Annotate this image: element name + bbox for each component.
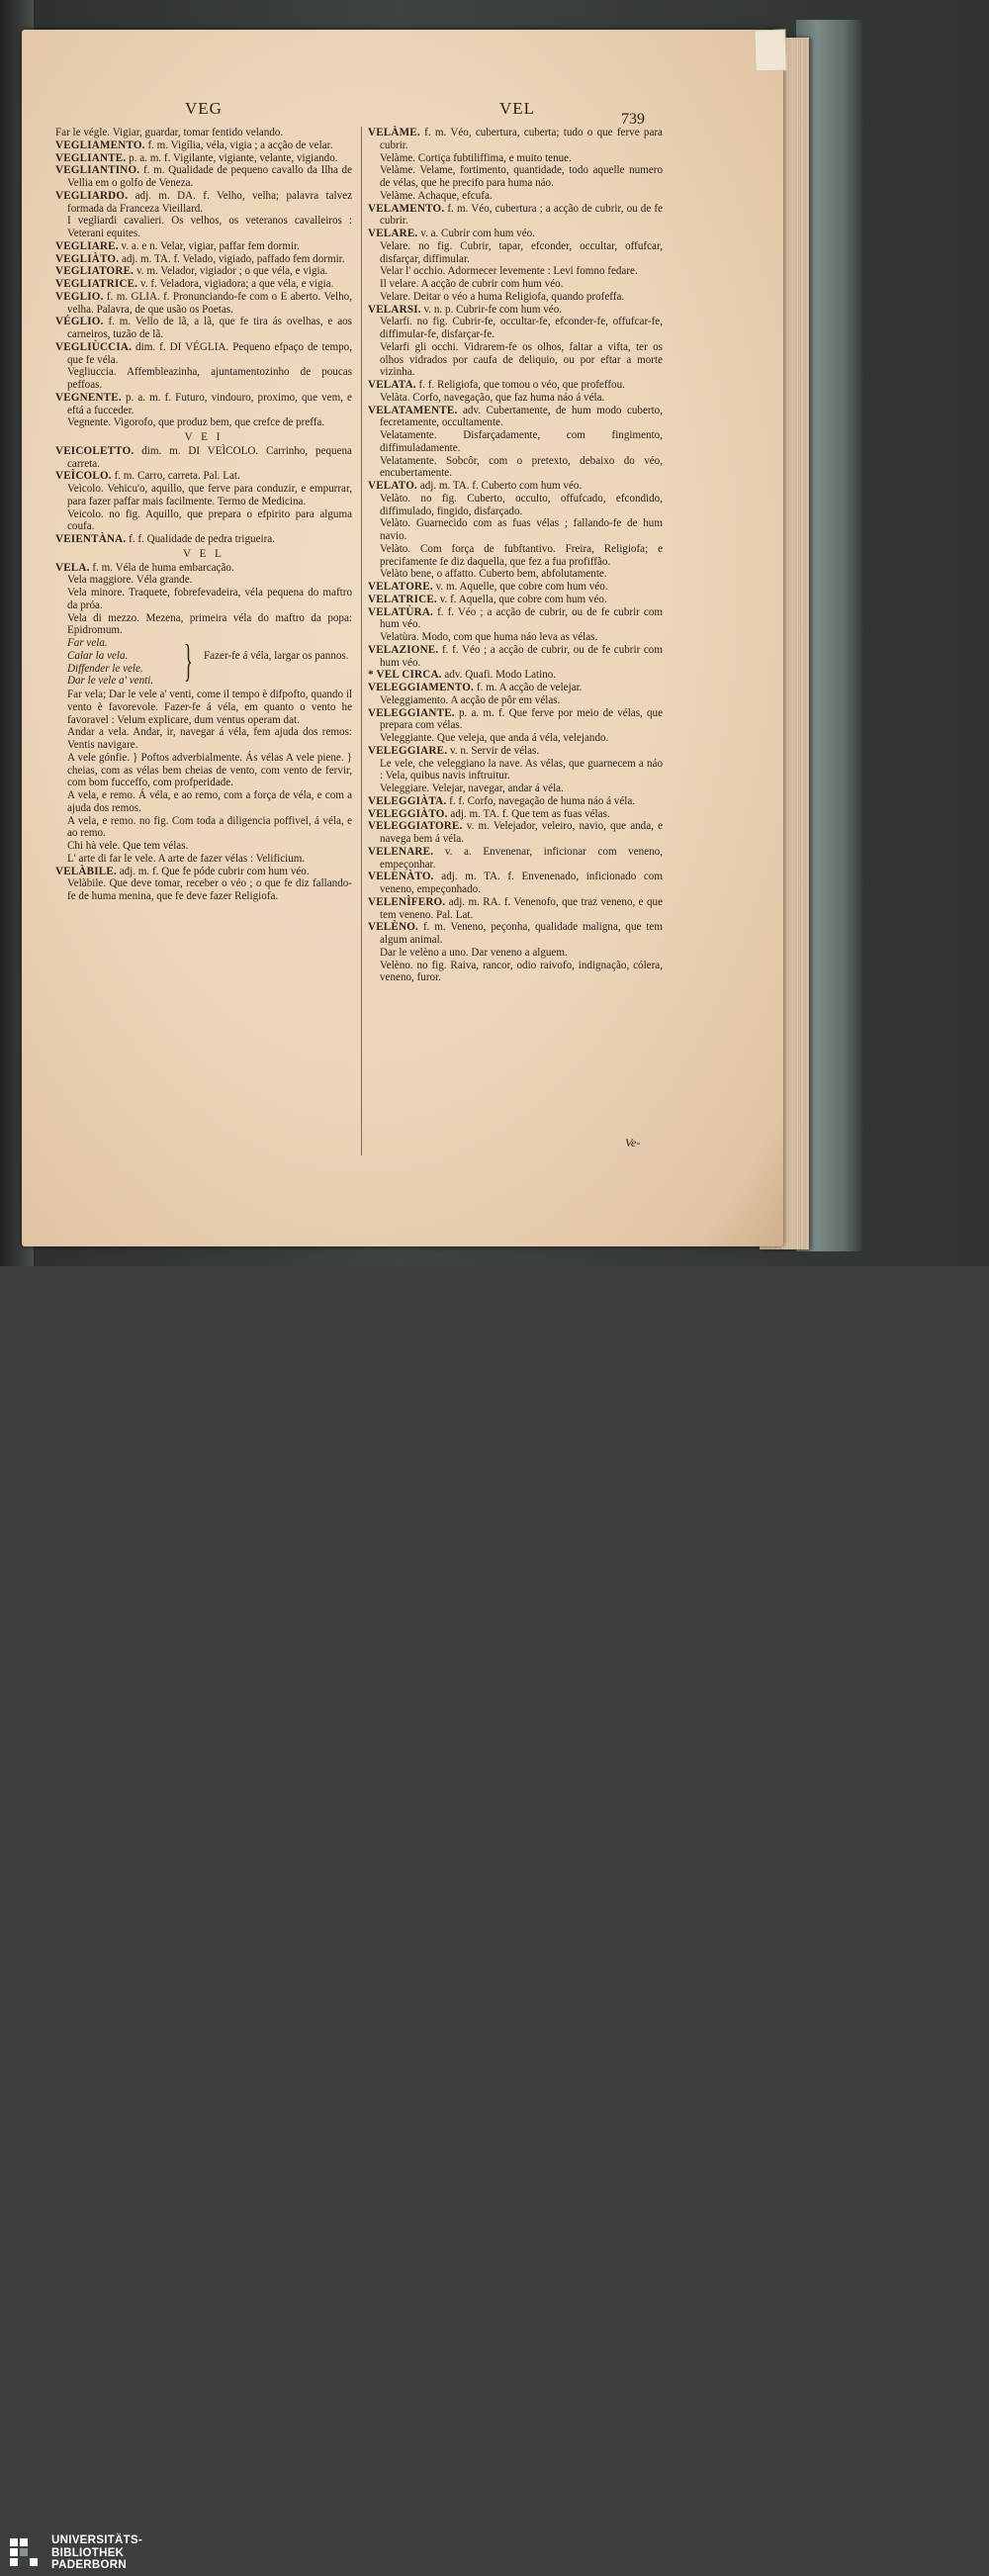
headword: VELÀME. xyxy=(368,127,420,138)
headword: VEGLIARDO. xyxy=(55,189,129,202)
dictionary-subentry xyxy=(368,758,663,783)
headword: VELATÙRA. xyxy=(368,605,434,618)
definition: p. a. m. f. Vigilante, vigiante, velante, vigiando. xyxy=(129,151,338,164)
definition: Velàme. Velame, fortimento, quantidade, todo aquelle numero de vélas, que he precifo para huma náo. xyxy=(380,164,663,189)
left-entries-vel-b xyxy=(55,689,352,903)
dictionary-subentry xyxy=(368,190,663,203)
headword: VEGLIANTINO. xyxy=(55,164,140,177)
definition: f. m. A acção de velejar. xyxy=(476,682,583,693)
headword: VELEGGIATORE. xyxy=(368,820,463,833)
definition: adj. m. DA. f. Velho, velha; palavra talvez formada da Franceza Vieillard. xyxy=(67,189,352,215)
definition: A vele gónfie. } Poftos adverbialmente. Ás vélas A vele piene. } cheias, com as vélas bem cheias de vento, com vento de fervir, com bom fucceffo, com profperidade. xyxy=(67,751,352,789)
dictionary-subentry xyxy=(55,840,352,853)
library-line: UNIVERSITÄTS- xyxy=(51,2534,143,2546)
dictionary-subentry xyxy=(55,752,352,789)
definition: Veìcolo. Vehicu'o, aquillo, que ferve para conduzir, e empurrar, para fazer paffar mais facilmente. Termo de Medicina. xyxy=(67,483,352,507)
catchword: Ve- xyxy=(625,1136,641,1150)
headword: VELÀBILE. xyxy=(55,865,117,877)
headword: VELATRICE. xyxy=(368,593,437,605)
library-logo-icon xyxy=(8,2536,47,2576)
brace-definition: Fazer-fe á véla, largar os pannos. xyxy=(204,650,349,662)
definition: p. a. m. f. Que ferve por meio de vélas, que prepara com vélas. xyxy=(380,706,663,732)
definition: Dar le velèno a uno. Dar veneno a alguem. xyxy=(380,946,568,959)
brace-phrase: Far vela. xyxy=(67,637,108,649)
definition: adj. m. TA. f. Envenenado, inficionado com veneno, empeçonhado. xyxy=(380,871,663,895)
definition: Vela di mezzo. Mezena, primeira véla do maftro da popa: Epidromum. xyxy=(67,611,352,637)
dictionary-subentry xyxy=(368,265,663,278)
dictionary-entry xyxy=(55,127,352,139)
headword: VEGLIATRICE. xyxy=(55,278,138,290)
dictionary-subentry xyxy=(55,726,352,752)
definition: v. a. e n. Velar, vigiar, paffar fem dormir. xyxy=(121,239,300,252)
definition: Velàto. Guarnecido com as fuas vélas ; fallando-fe de hum navio. xyxy=(380,517,663,542)
dictionary-subentry xyxy=(368,568,663,581)
dictionary-entry xyxy=(368,808,663,821)
definition: v. n. Servir de vélas. xyxy=(449,744,540,757)
dictionary-entry xyxy=(55,164,352,190)
dictionary-subentry xyxy=(368,392,663,405)
dictionary-subentry xyxy=(368,631,663,644)
dictionary-subentry xyxy=(55,416,352,429)
dictionary-entry xyxy=(368,846,663,872)
definition: Velàto. Com força de fubftantivo. Freira, Religiofa; e precifamente fe diz daquella, que fez a fua profiffão. xyxy=(380,542,663,568)
right-entries xyxy=(368,127,663,984)
dictionary-subentry xyxy=(368,240,663,266)
headword: VEGLIANTE. xyxy=(55,151,127,164)
definition: Velare. Deitar o véo a huma Religiofa, quando profeffa. xyxy=(380,290,625,303)
paper-strip xyxy=(754,29,786,71)
definition: Velar l' occhio. Adormecer levemente : Levi fomno fedare. xyxy=(380,265,638,278)
definition: Velèno. no fig. Raiva, rancor, odio raivofo, indignação, cólera, veneno, furor. xyxy=(380,959,663,984)
headword: VELA. xyxy=(55,561,90,574)
definition: Velàto. no fig. Cuberto, occulto, offufcado, efcondido, diffimulado, fingido, disfarçado. xyxy=(380,492,663,517)
dictionary-subentry xyxy=(368,947,663,960)
headword: VELEGGIÀTA. xyxy=(368,794,447,807)
definition: f. m. Qualidade de pequeno cavallo da Ilha de Vellia em o golfo de Veneza. xyxy=(67,164,352,189)
library-line: BIBLIOTHEK xyxy=(51,2546,125,2559)
dictionary-entry xyxy=(55,152,352,165)
dictionary-entry xyxy=(368,795,663,808)
definition: f. m. Véla de huma embarcação. xyxy=(92,561,234,574)
definition: p. a. m. f. Futuro, vindouro, proximo, que vem, e eftá a fucceder. xyxy=(67,391,352,416)
brace-phrase: Diffender le vele. xyxy=(67,662,143,675)
dictionary-entry xyxy=(368,304,663,317)
definition: Veleggiante. Que veleja, que anda á véla, velejando. xyxy=(380,732,609,744)
dictionary-subentry xyxy=(368,429,663,455)
library-line: PADERBORN xyxy=(51,2559,127,2571)
headword: VEGLIO. xyxy=(55,290,104,303)
dictionary-entry xyxy=(368,228,663,240)
brace-phrases xyxy=(67,637,153,688)
headword: VEGLIÙCCIA. xyxy=(55,340,133,353)
headword: VELATO. xyxy=(368,480,417,492)
dictionary-subentry xyxy=(368,493,663,518)
headword: VEIENTÀNA. xyxy=(55,533,127,545)
definition: Velarfi. no fig. Cubrir-fe, occultar-fe, efconder-fe, offufcar-fe, diffimular-fe, disfarçar-fe. xyxy=(380,316,663,340)
definition: Far le végle. Vigiar, guardar, tomar fentido velando. xyxy=(55,127,284,138)
definition: Vela maggiore. Véla grande. xyxy=(67,574,193,587)
dictionary-entry xyxy=(368,707,663,733)
left-entries-vel-a xyxy=(55,562,352,638)
definition: dim. m. DI VEÌCOLO. Carrinho, pequena carreta. xyxy=(67,444,352,470)
dictionary-entry xyxy=(368,594,663,606)
definition: Velàto bene, o affatto. Cuberto bem, abfolutamente. xyxy=(380,568,607,581)
headword: VELAZIONE. xyxy=(368,643,439,656)
headword: VELATORE. xyxy=(368,581,433,593)
dictionary-subentry xyxy=(368,455,663,481)
dictionary-entry xyxy=(368,871,663,896)
library-name xyxy=(51,2534,142,2572)
headword: VELEGGIARE. xyxy=(368,744,448,757)
left-entries-veg xyxy=(55,127,352,429)
definition: Vegnente. Vigorofo, que produz bem, que crefce de preffa. xyxy=(67,416,325,429)
dictionary-entry xyxy=(55,253,352,266)
dictionary-entry xyxy=(368,896,663,922)
dictionary-entry xyxy=(55,341,352,367)
dictionary-subentry xyxy=(368,543,663,569)
definition: dim. f. DI VÉGLIA. Pequeno efpaço de tempo, que fe véla. xyxy=(67,340,352,366)
definition: f. m. Vello de lã, a lã, que fe tira ás ovelhas, e aos carneiros, tuzão de lã. xyxy=(67,316,352,340)
brace-phrase: Calar la vela. xyxy=(67,649,129,662)
definition: Velàme. Cortiça fubtiliffima, e muito tenue. xyxy=(380,151,572,164)
definition: f. f. Véo ; a acção de cubrir, ou de fe cubrir com hum véo. xyxy=(380,605,663,631)
definition: f. m. Carro, carreta. Pal. Lat. xyxy=(114,470,240,483)
definition: f. m. Véo, cubertura ; a acção de cubrir, ou de fe cubrir. xyxy=(380,202,663,228)
dictionary-entry xyxy=(55,139,352,152)
dictionary-entry xyxy=(55,392,352,417)
dictionary-subentry xyxy=(368,341,663,379)
dictionary-subentry xyxy=(368,316,663,341)
headword: * VEL CIRCA. xyxy=(368,669,442,682)
definition: f. m. Veneno, peçonha, qualidade maligna, que tem algum animal. xyxy=(380,921,663,946)
dictionary-entry xyxy=(368,644,663,670)
dictionary-subentry xyxy=(55,789,352,815)
definition: adv. Quafi. Modo Latino. xyxy=(444,669,557,682)
dictionary-entry xyxy=(55,291,352,317)
headword: VEGLIATORE. xyxy=(55,265,135,278)
dictionary-subentry xyxy=(368,782,663,795)
dictionary-subentry xyxy=(55,483,352,508)
dictionary-entry xyxy=(368,820,663,846)
dictionary-entry xyxy=(368,669,663,682)
definition: Velàta. Corfo, navegação, que faz huma náo á véla. xyxy=(380,391,605,404)
definition: adj. m. TA. f. Cuberto com hum véo. xyxy=(419,480,583,492)
definition: Andar a vela. Andar, ir, navegar á véla, fem ajuda dos remos: Ventis navigare. xyxy=(67,726,352,751)
dictionary-subentry xyxy=(55,215,352,240)
definition: Le vele, che veleggiano la nave. As vélas, que guarnecem a náo : Vela, quibus navis inftruitur. xyxy=(380,757,663,782)
dictionary-subentry xyxy=(55,877,352,903)
headword: VELARE. xyxy=(368,228,418,239)
dictionary-subentry xyxy=(55,612,352,638)
dictionary-subentry xyxy=(55,815,352,841)
definition: v. n. p. Cubrir-fe com hum véo. xyxy=(423,303,563,316)
definition: Far vela; Dar le vele a' venti, come il tempo è difpofto, quando il vento è favorevole. Fazer-fe á véla, em quanto o vento he favoravel : Velum explicare, dum ventus operam dat. xyxy=(67,689,352,726)
headword: VEGLIAMENTO. xyxy=(55,138,145,151)
dictionary-entry xyxy=(55,533,352,546)
dictionary-subentry xyxy=(368,517,663,543)
headword: VELARSI. xyxy=(368,303,421,316)
dictionary-subentry xyxy=(55,689,352,726)
dictionary-entry xyxy=(368,581,663,594)
headword: VELATAMENTE. xyxy=(368,404,458,416)
definition: Veleggiare. Velejar, navegar, andar á véla. xyxy=(380,782,564,794)
definition: adv. Cubertamente, de hum modo cuberto, fecretamente, occultamente. xyxy=(380,404,663,429)
definition: v. f. Veladora, vigiadora; a que véla, e vigia. xyxy=(140,278,334,290)
definition: Velatamente. Disfarçadamente, com fingimento, diffimuladamente. xyxy=(380,429,663,454)
dictionary-subentry xyxy=(55,574,352,587)
dictionary-entry xyxy=(368,921,663,947)
headword: VELATA. xyxy=(368,379,416,391)
definition: adj. m. f. Que fe póde cubrir com hum véo. xyxy=(119,865,310,877)
definition: adj. m. TA. f. Velado, vigiado, paffado fem dormir. xyxy=(121,252,345,265)
dictionary-entry xyxy=(55,470,352,483)
dictionary-entry xyxy=(368,127,663,152)
headword: VÉGLIO. xyxy=(55,316,104,328)
definition: Il velare. A acção de cubrir com hum véo. xyxy=(380,278,564,290)
dictionary-entry xyxy=(368,480,663,493)
definition: v. m. Aquelle, que cobre com hum véo. xyxy=(435,581,608,593)
dictionary-subentry xyxy=(368,278,663,291)
dictionary-entry xyxy=(368,203,663,229)
headword: VEGLIARE. xyxy=(55,239,119,252)
running-head-left: VEG xyxy=(185,99,223,118)
dictionary-entry xyxy=(368,745,663,758)
definition: Velàbile. Que deve tomar, receber o véo ; o que fe diz fallando-fe de huma menina, que fe deve fazer Religiofa. xyxy=(67,877,352,902)
dictionary-subentry xyxy=(55,587,352,612)
definition: Vegliuccia. Affembleazinha, ajuntamentozinho de poucas peffoas. xyxy=(67,366,352,391)
definition: v. f. Aquella, que cobre com hum véo. xyxy=(439,593,607,605)
definition: f. m. GLIA. f. Pronunciando-fe com o E aberto. Velho, velha. Palavra, de que usão os Poetas. xyxy=(67,290,352,316)
definition: f. f. Religiofa, que tomou o véo, que profeffou. xyxy=(418,379,625,391)
dictionary-entry xyxy=(368,682,663,694)
headword: VELEGGIAMENTO. xyxy=(368,682,475,693)
definition: I vegliardi cavalieri. Os velhos, os veteranos cavalleiros : Veterani equites. xyxy=(67,215,352,239)
definition: v. a. Envenenar, inficionar com veneno, empeçonhar. xyxy=(380,845,663,871)
definition: A vela, e remo. Á véla, e ao remo, com a força de véla, e com a ajuda dos remos. xyxy=(67,789,352,814)
definition: adj. m. TA. f. Que tem as fuas vélas. xyxy=(450,807,610,820)
left-column xyxy=(55,127,352,903)
dictionary-entry xyxy=(55,866,352,878)
definition: Chi hà vele. Que tem vélas. xyxy=(67,840,189,852)
definition: v. m. Velejador, veleiro, navio, que anda, e navega bem á véla. xyxy=(380,820,663,845)
section-heading-vei: V E I xyxy=(184,431,224,443)
headword: VELEGGIÀTO. xyxy=(368,807,448,820)
dictionary-subentry xyxy=(368,694,663,707)
dictionary-subentry xyxy=(55,853,352,866)
headword: VELENÌFERO. xyxy=(368,895,446,908)
dictionary-entry xyxy=(368,606,663,632)
dictionary-subentry xyxy=(368,732,663,745)
footer-bar xyxy=(0,1266,989,2571)
definition: Velatùra. Modo, com que huma náo leva as vélas. xyxy=(380,631,598,643)
running-head-right: VEL xyxy=(499,99,536,118)
definition: f. m. Véo, cubertura, cuberta; tudo o que ferve para cubrir. xyxy=(380,127,663,151)
definition: Velàme. Achaque, efcufa. xyxy=(380,189,493,202)
definition: f. m. Vigília, véla, vigia ; a acção de velar. xyxy=(147,138,333,151)
definition: f. f. Véo ; a acção de cubrir, ou de fe cubrir com hum véo. xyxy=(380,643,663,669)
definition: adj. m. RA. f. Venenofo, que traz veneno, e que tem veneno. Pal. Lat. xyxy=(380,895,663,921)
headword: VEICOLETTO. xyxy=(55,444,135,457)
dictionary-subentry xyxy=(55,508,352,534)
headword: VEÌCOLO. xyxy=(55,470,112,483)
dictionary-subentry xyxy=(368,291,663,304)
definition: Veleggiamento. A acção de pôr em vélas. xyxy=(380,693,561,706)
dictionary-entry xyxy=(368,379,663,392)
section-heading-vel: V E L xyxy=(183,547,225,560)
dictionary-entry xyxy=(55,316,352,341)
definition: f. f. Qualidade de pedra trigueira. xyxy=(129,533,275,545)
headword: VELEGGIANTE. xyxy=(368,706,455,719)
right-column xyxy=(368,127,663,984)
dictionary-entry xyxy=(55,240,352,253)
headword: VELÈNO. xyxy=(368,921,419,934)
dictionary-entry xyxy=(55,445,352,471)
left-entries-vei xyxy=(55,445,352,546)
definition: v. m. Velador, vigiador ; o que véla, e vigia. xyxy=(135,265,328,278)
definition: Velare. no fig. Cubrir, tapar, efconder, occultar, offufcar, disfarçar, diffimular. xyxy=(380,239,663,265)
headword: VEGNENTE. xyxy=(55,391,122,404)
dictionary-subentry xyxy=(368,164,663,190)
headword: VEGLIÀTO. xyxy=(55,252,120,265)
brace-group xyxy=(55,637,352,689)
brace-phrase: Dar le vele a' venti. xyxy=(67,675,154,688)
dictionary-entry xyxy=(55,562,352,575)
definition: Velarfi gli occhi. Vidrarem-fe os olhos, faltar a vifta, ter os olhos vidrados por caufa de deliquio, ou por eftar a morte vizinha. xyxy=(380,340,663,379)
dictionary-entry xyxy=(55,278,352,291)
scanned-book-spread xyxy=(0,0,989,1266)
headword: VELAMENTO. xyxy=(368,202,445,215)
headword: VELENÀTO. xyxy=(368,871,434,883)
dictionary-subentry xyxy=(55,366,352,392)
definition: Velatamente. Sobcôr, com o pretexto, debaixo do véo, encubertamente. xyxy=(380,454,663,480)
definition: L' arte di far le vele. A arte de fazer vélas : Velificium. xyxy=(67,852,306,865)
definition: v. a. Cubrir com hum véo. xyxy=(420,228,535,239)
dictionary-entry xyxy=(55,190,352,216)
dictionary-entry xyxy=(55,265,352,278)
dictionary-subentry xyxy=(368,960,663,985)
definition: Vela minore. Traquete, fobrefevadeira, véla pequena do maftro da próa. xyxy=(67,587,352,611)
curly-brace: } xyxy=(184,635,193,686)
headword: VELENARE. xyxy=(368,845,434,858)
definition: A vela, e remo. no fig. Com toda a diligencia poffivel, á véla, e ao remo. xyxy=(67,814,352,840)
column-rule xyxy=(361,127,362,1155)
definition: f. f. Corfo, navegação de huma náo á véla. xyxy=(449,794,636,807)
dictionary-entry xyxy=(368,405,663,430)
definition: Veicolo. no fig. Aquillo, que prepara o efpirito para alguma coufa. xyxy=(67,507,352,533)
dictionary-subentry xyxy=(368,152,663,165)
page-number: 739 xyxy=(621,111,645,128)
